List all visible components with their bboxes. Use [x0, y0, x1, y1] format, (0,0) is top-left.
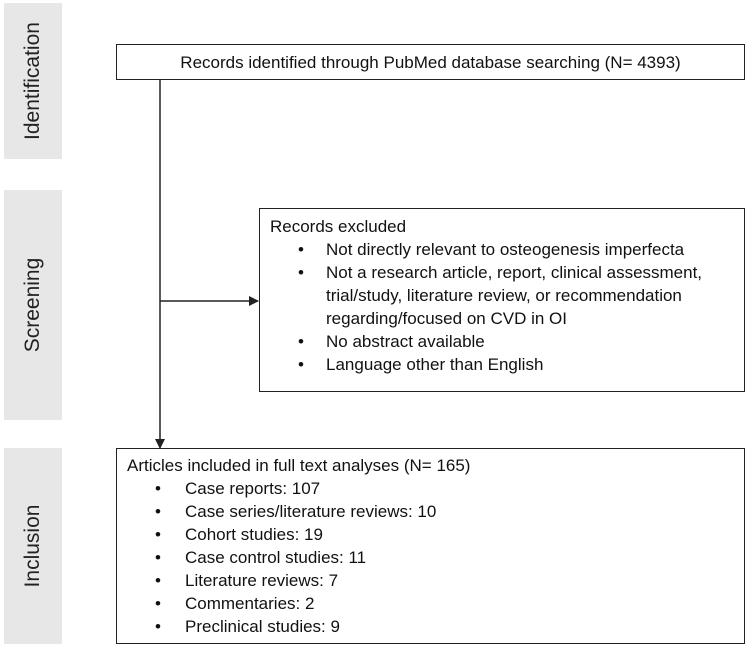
bullet-icon: • — [155, 571, 161, 590]
list-item — [155, 592, 734, 615]
excluded-reasons-list — [298, 238, 718, 376]
list-item-text: No abstract available — [326, 332, 485, 351]
bullet-icon: • — [298, 240, 304, 259]
stage-label-inclusion: Inclusion — [21, 504, 44, 588]
bullet-icon: • — [155, 594, 161, 613]
list-item — [155, 500, 734, 523]
list-item — [298, 353, 718, 376]
articles-included-box — [116, 448, 745, 644]
list-item — [155, 477, 734, 500]
bullet-icon: • — [298, 332, 304, 351]
list-item-text: Preclinical studies: 9 — [185, 617, 340, 636]
list-item — [155, 615, 734, 638]
bullet-icon: • — [155, 548, 161, 567]
records-excluded-title: Records excluded — [270, 217, 407, 236]
list-item-text: Cohort studies: 19 — [185, 525, 323, 544]
bullet-icon: • — [298, 355, 304, 374]
articles-included-title: Articles included in full text analyses (N= 165) — [127, 456, 471, 475]
identified-records-box — [116, 44, 745, 80]
stage-label-identification: Identification — [21, 22, 44, 140]
included-articles-list — [155, 477, 734, 638]
bullet-icon: • — [155, 617, 161, 636]
records-excluded-box — [259, 208, 745, 392]
list-item — [298, 238, 718, 261]
list-item — [298, 261, 718, 330]
list-item-text: Case control studies: 11 — [185, 548, 367, 567]
list-item — [155, 569, 734, 592]
list-item — [155, 546, 734, 569]
list-item — [298, 330, 718, 353]
list-item-text: Not directly relevant to osteogenesis imperfecta — [326, 240, 685, 259]
bullet-icon: • — [298, 263, 304, 282]
bullet-icon: • — [155, 479, 161, 498]
bullet-icon: • — [155, 525, 161, 544]
list-item — [155, 523, 734, 546]
list-item-text: Language other than English — [326, 355, 544, 374]
stage-label-screening: Screening — [21, 257, 44, 353]
list-item-text: Case reports: 107 — [185, 479, 321, 498]
list-item-text: Case series/literature reviews: 10 — [185, 502, 437, 521]
bullet-icon: • — [155, 502, 161, 521]
identified-records-text: Records identified through PubMed database searching (N= 4393) — [180, 52, 681, 72]
list-item-text: Literature reviews: 7 — [185, 571, 339, 590]
list-item-text: Commentaries: 2 — [185, 594, 315, 613]
list-item-text: Not a research article, report, clinical assessment, trial/study, literature review, or recommendation regarding/focused on CVD in OI — [326, 263, 703, 328]
